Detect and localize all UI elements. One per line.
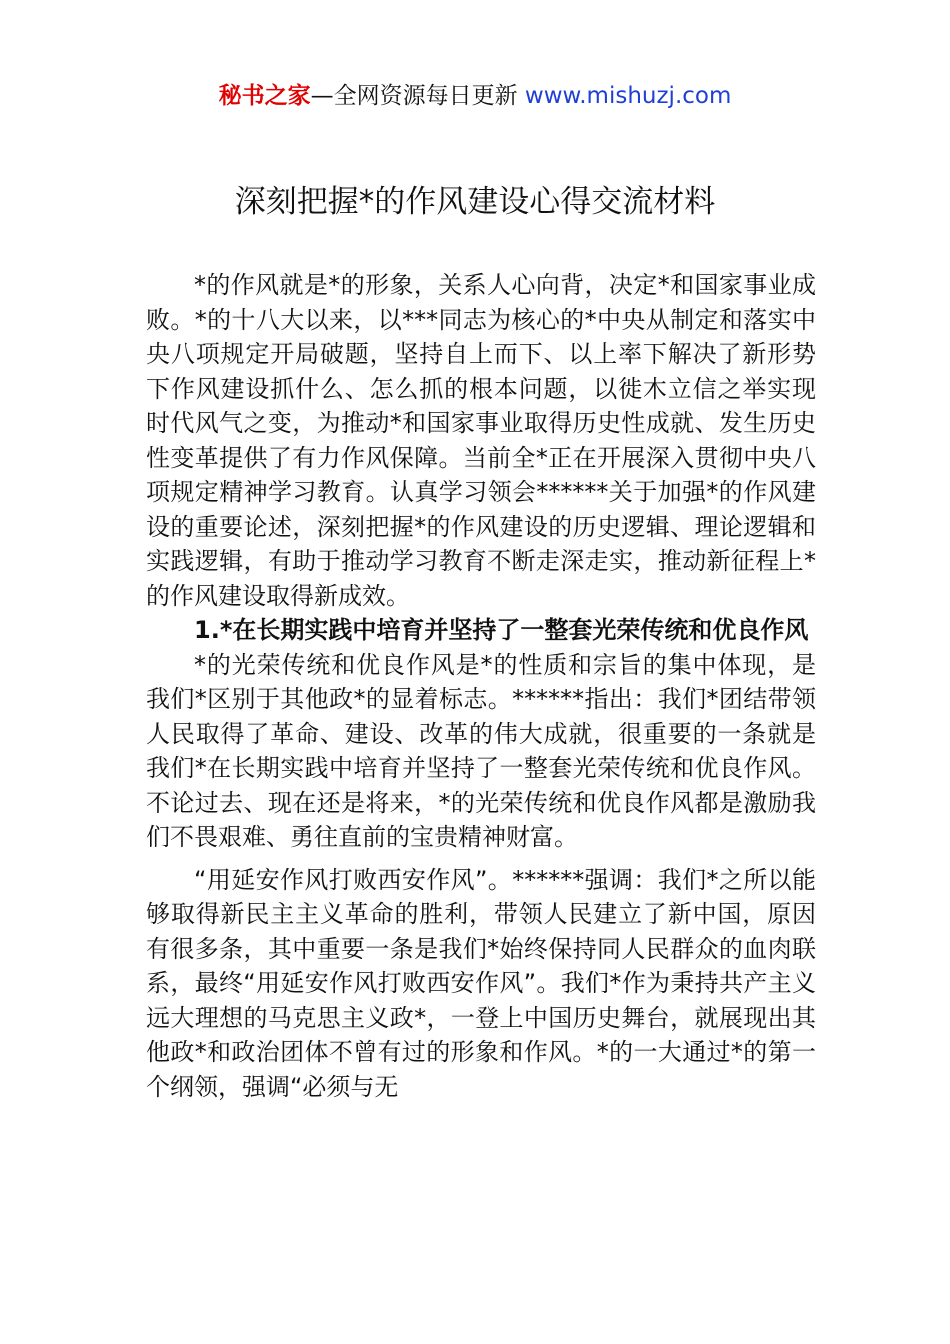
section-heading-1: 1.*在长期实践中培育并坚持了一整套光荣传统和优良作风: [194, 616, 809, 644]
body-paragraph-tradition: *的光荣传统和优良作风是*的性质和宗旨的集中体现，是我们*区别于其他政*的显着标志。******指出：我们*团结带领人民取得了革命、建设、改革的伟大成就，很重要的一条就是我们*在长期实践中培育并坚持了一整套光荣传统和优良作风。不论过去、现在还是将来，*的光荣传统和优良作风都是激励我们不畏艰难、勇往直前的宝贵精神财富。: [146, 650, 816, 851]
site-tagline: —全网资源每日更新: [310, 83, 525, 109]
site-url[interactable]: www.mishuzj.com: [524, 83, 732, 109]
site-header: [0, 80, 950, 112]
document-title: 深刻把握*的作风建设心得交流材料: [234, 184, 716, 220]
site-brand: 秘书之家: [218, 83, 311, 109]
body-paragraph-intro: *的作风就是*的形象，关系人心向背，决定*和国家事业成败。*的十八大以来，以***同志为核心的*中央从制定和落实中央八项规定开局破题，坚持自上而下、以上率下解决了新形势下作风建设抓什么、怎么抓的根本问题，以徙木立信之举实现时代风气之变，为推动*和国家事业取得历史性成就、发生历史性变革提供了有力作风保障。当前全*正在开展深入贯彻中央八项规定精神学习教育。认真学习领会******关于加强*的作风建设的重要论述，深刻把握*的作风建设的历史逻辑、理论逻辑和实践逻辑，有助于推动学习教育不断走深走实，推动新征程上*的作风建设取得新成效。: [146, 271, 816, 610]
document-body: [146, 268, 816, 1104]
body-paragraph-yanan: “用延安作风打败西安作风”。******强调：我们*之所以能够取得新民主主义革命的胜利，带领人民建立了新中国，原因有很多条，其中重要一条是我们*始终保持同人民群众的血肉联系，最终“用延安作风打败西安作风”。我们*作为秉持共产主义远大理想的马克思主义政*，一登上中国历史舞台，就展现出其他政*和政治团体不曾有过的形象和作风。*的一大通过*的第一个纲领，强调“必须与无: [146, 865, 816, 1101]
